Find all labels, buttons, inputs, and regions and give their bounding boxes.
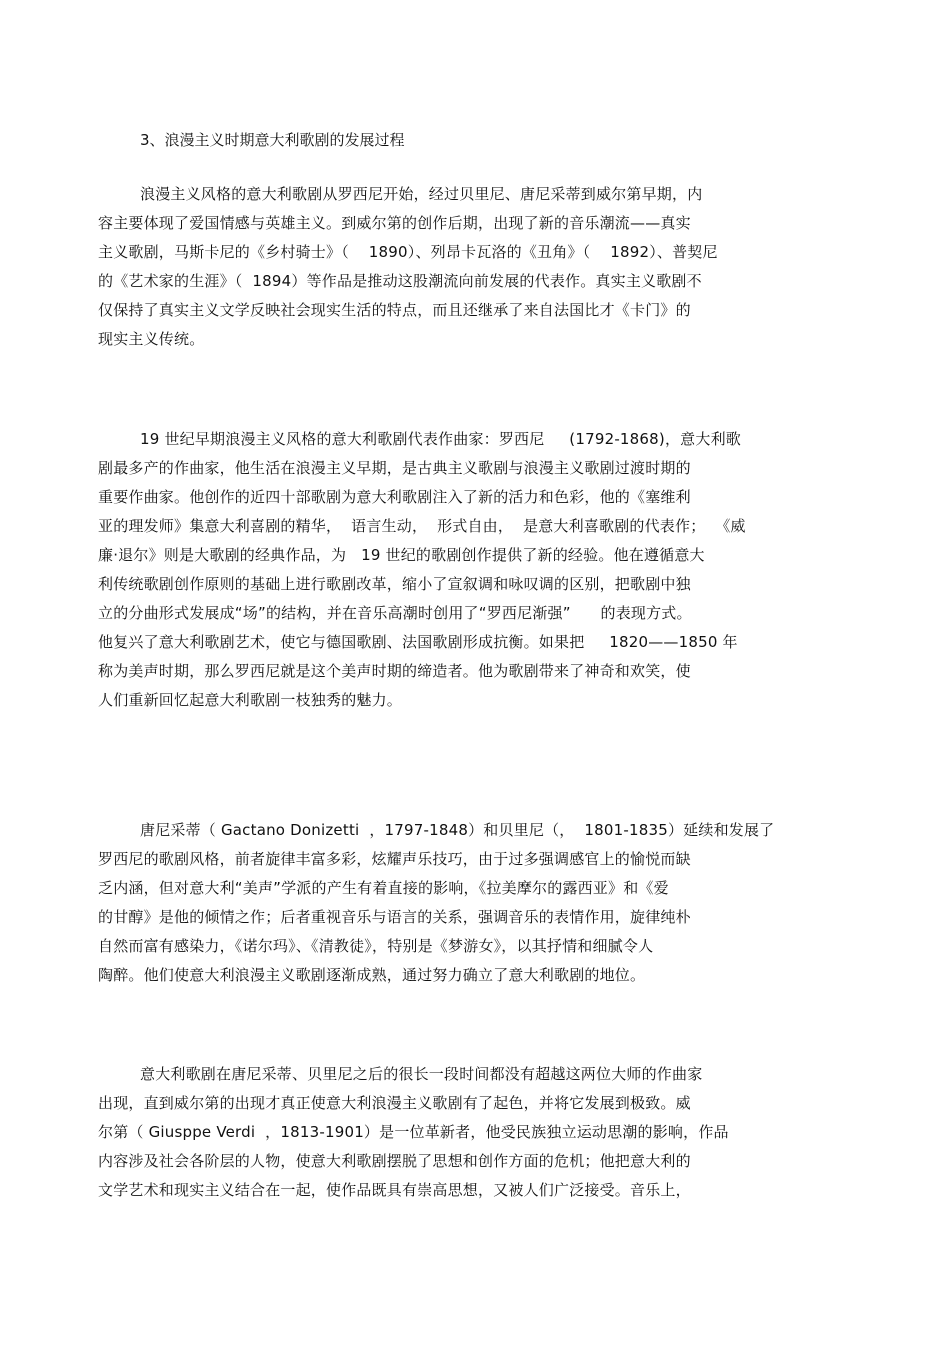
text-line: 容主要体现了爱国情感与英雄主义。到威尔第的创作后期，出现了新的音乐潮流——真实 bbox=[98, 214, 691, 232]
text-line: 浪漫主义风格的意大利歌剧从罗西尼开始，经过贝里尼、唐尼采蒂到威尔第早期，内 bbox=[140, 185, 703, 203]
text-line: 亚的理发师》集意大利喜剧的精华， 语言生动， 形式自由， 是意大利喜歌剧的代表作； 《威 bbox=[98, 517, 746, 535]
text-line: 乏内涵，但对意大利“美声”学派的产生有着直接的影响，《拉美摩尔的露西亚》和《爱 bbox=[98, 879, 669, 897]
text-line: 人们重新回忆起意大利歌剧一枝独秀的魅力。 bbox=[98, 691, 403, 709]
text-line: 利传统歌剧创作原则的基础上进行歌剧改革，缩小了宣叙调和咏叹调的区别，把歌剧中独 bbox=[98, 575, 691, 593]
paragraph-realism-opera bbox=[98, 180, 858, 354]
text-line: 内容涉及社会各阶层的人物，使意大利歌剧摆脱了思想和创作方面的危机；他把意大利的 bbox=[98, 1152, 691, 1170]
text-line: 他复兴了意大利歌剧艺术，使它与德国歌剧、法国歌剧形成抗衡。如果把 1820——1850 年 bbox=[98, 633, 738, 651]
paragraph-donizetti-bellini bbox=[98, 816, 858, 990]
section-heading: 3、浪漫主义时期意大利歌剧的发展过程 bbox=[140, 131, 405, 149]
text-line: 文学艺术和现实主义结合在一起，使作品既具有崇高思想，又被人们广泛接受。音乐上， bbox=[98, 1181, 691, 1199]
text-line: 罗西尼的歌剧风格，前者旋律丰富多彩，炫耀声乐技巧，由于过多强调感官上的愉悦而缺 bbox=[98, 850, 691, 868]
text-line: 出现，直到威尔第的出现才真正使意大利浪漫主义歌剧有了起色，并将它发展到极致。威 bbox=[98, 1094, 691, 1112]
text-line: 意大利歌剧在唐尼采蒂、贝里尼之后的很长一段时间都没有超越这两位大师的作曲家 bbox=[140, 1065, 703, 1083]
text-line: 的甘醇》是他的倾情之作；后者重视音乐与语言的关系，强调音乐的表情作用，旋律纯朴 bbox=[98, 908, 691, 926]
text-line: 19 世纪早期浪漫主义风格的意大利歌剧代表作曲家：罗西尼 (1792-1868)，意大利歌 bbox=[140, 430, 741, 448]
text-line: 的《艺术家的生涯》（ 1894）等作品是推动这股潮流向前发展的代表作。真实主义歌剧不 bbox=[98, 272, 702, 290]
text-line: 唐尼采蒂（ Gactano Donizetti ，1797-1848）和贝里尼（， 1801-1835）延续和发展了 bbox=[140, 821, 775, 839]
text-line: 陶醉。他们使意大利浪漫主义歌剧逐渐成熟，通过努力确立了意大利歌剧的地位。 bbox=[98, 966, 646, 984]
text-line: 尔第（ Giusppe Verdi ，1813-1901）是一位革新者，他受民族独立运动思潮的影响，作品 bbox=[98, 1123, 729, 1141]
text-line: 立的分曲形式发展成“场”的结构，并在音乐高潮时创用了“罗西尼渐强” 的表现方式。 bbox=[98, 604, 692, 622]
text-line: 剧最多产的作曲家，他生活在浪漫主义早期，是古典主义歌剧与浪漫主义歌剧过渡时期的 bbox=[98, 459, 691, 477]
text-line: 现实主义传统。 bbox=[98, 330, 205, 348]
text-line: 主义歌剧，马斯卡尼的《乡村骑士》（ 1890）、列昂卡瓦洛的《丑角》（ 1892）、普契尼 bbox=[98, 243, 718, 261]
text-line: 自然而富有感染力，《诺尔玛》、《清教徒》，特别是《梦游女》，以其抒情和细腻令人 bbox=[98, 937, 654, 955]
text-line: 廉·退尔》则是大歌剧的经典作品，为 19 世纪的歌剧创作提供了新的经验。他在遵循意大 bbox=[98, 546, 705, 564]
text-line: 仅保持了真实主义文学反映社会现实生活的特点，而且还继承了来自法国比才《卡门》的 bbox=[98, 301, 691, 319]
paragraph-rossini bbox=[98, 425, 858, 715]
paragraph-verdi bbox=[98, 1060, 858, 1205]
text-line: 称为美声时期，那么罗西尼就是这个美声时期的缔造者。他为歌剧带来了神奇和欢笑，使 bbox=[98, 662, 691, 680]
text-line: 重要作曲家。他创作的近四十部歌剧为意大利歌剧注入了新的活力和色彩，他的《塞维利 bbox=[98, 488, 691, 506]
